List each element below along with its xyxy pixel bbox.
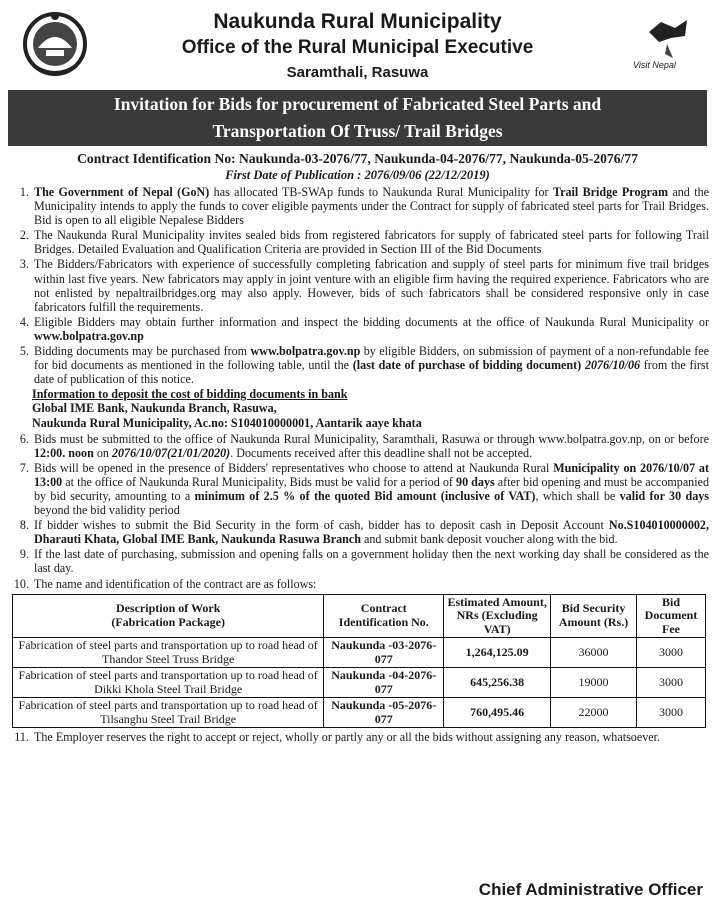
clause-2: 2. The Naukunda Rural Municipality invites sealed bids from registered fabricators for supply of fabricated steel parts for following Trail Bridges. Detailed Evaluation and Qualification Criteria are provided in Section III of the Bid Documents xyxy=(32,228,709,256)
municipality-title: Naukunda Rural Municipality xyxy=(213,10,502,33)
clause-3: 3. The Bidders/Fabricators with experience of successfully completing fabrication and supply of steel parts for minimum five trail bridges within last five years. New fabricators may apply in joint venture with an eligible firm having the required experience. Fabricators who are not enlisted by nepaltrailbridges.org may also apply. However, bids of such fabricators shall be considered responsive only in case fabricators fulfill the requirements. xyxy=(32,257,709,313)
row-estimated-amount: 645,256.38 xyxy=(444,668,551,698)
office-title: Office of the Rural Municipal Executive xyxy=(181,37,534,58)
row-contract-id: Naukunda -04-2076-077 xyxy=(324,668,444,698)
clause-4: 4. Eligible Bidders may obtain further information and inspect the bidding documents at the office of Naukunda Rural Municipality or www.bolpatra.gov.np xyxy=(32,315,709,343)
clause-list xyxy=(6,185,709,386)
row-bid-security: 22000 xyxy=(551,698,637,728)
row-estimated-amount: 760,495.46 xyxy=(444,698,551,728)
table-row xyxy=(13,698,706,728)
row-description: Fabrication of steel parts and transportation up to road head of Dikki Khola Steel Trail Bridge xyxy=(13,668,324,698)
clause-9: 9. If the last date of purchasing, submission and opening falls on a government holiday then the next working day shall be considered as the last day. xyxy=(32,547,709,575)
notice-banner xyxy=(8,90,707,146)
bank-info-line-2: Naukunda Rural Municipality, Ac.no: S104010000001, Aantarik aaye khata xyxy=(32,415,422,430)
notice-header xyxy=(6,4,709,90)
header-estimated-amount: Estimated Amount, NRs (Excluding VAT) xyxy=(444,594,551,638)
row-bid-security: 36000 xyxy=(551,638,637,668)
table-row xyxy=(13,668,706,698)
signature-block: Chief Administrative Officer xyxy=(478,880,703,899)
clause-5: 5. Bidding documents may be purchased from www.bolpatra.gov.np by eligible Bidders, on submission of payment of a non-refundable fee for bid documents as mentioned in the following table, until the (last date of purchase of bidding document) 2076/10/06 from the first date of publication of this notice. xyxy=(32,344,709,386)
notice-page xyxy=(6,4,709,904)
table-row xyxy=(13,638,706,668)
row-description: Fabrication of steel parts and transportation up to road head of Tilsanghu Steel Trail Bridge xyxy=(13,698,324,728)
clause-1: 1. The Government of Nepal (GoN) has allocated TB-SWAp funds to Naukunda Rural Municipality for Trail Bridge Program and the Municipality intends to apply the funds to cover eligible payments under the Contract for supply of fabricated steel parts for Trail Bridges. Bid is open to all eligible Nepalese Bidders xyxy=(32,185,709,227)
row-description: Fabrication of steel parts and transportation up to road head of Thandor Steel Truss Bridge xyxy=(13,638,324,668)
visit-nepal-logo xyxy=(631,14,701,74)
clause-6: 6. Bids must be submitted to the office of Naukunda Rural Municipality, Saramthali, Rasuwa or through www.bolpatra.gov.np, on or before 12:00. noon on 2076/10/07(21/01/2020). Documents received after this deadline shall not be accepted. xyxy=(32,432,709,460)
bank-info-title: Information to deposit the cost of bidding documents in bank xyxy=(32,387,348,402)
bank-info xyxy=(6,387,709,429)
clause-list-continued xyxy=(6,432,709,591)
row-contract-id: Naukunda -03-2076-077 xyxy=(324,638,444,668)
header-description: Description of Work (Fabrication Package) xyxy=(13,594,324,638)
row-bid-security: 19000 xyxy=(551,668,637,698)
header-contract-id: Contract Identification No. xyxy=(324,594,444,638)
clause-8: 8. If bidder wishes to submit the Bid Security in the form of cash, bidder has to deposit cash in Deposit Account No.S104010000002, Dharauti Khata, Global IME Bank, Naukunda Rasuwa Branch and submit bank deposit voucher along with the bid. xyxy=(32,518,709,546)
header-bid-security: Bid Security Amount (Rs.) xyxy=(551,594,637,638)
first-publication-date: First Date of Publication : 2076/09/06 (22/12/2019) xyxy=(225,168,490,182)
row-document-fee: 3000 xyxy=(637,698,706,728)
clause-list-final xyxy=(6,730,709,744)
contract-table xyxy=(12,594,706,729)
row-estimated-amount: 1,264,125.09 xyxy=(444,638,551,668)
clause-10: 10. The name and identification of the contract are as follows: xyxy=(32,577,709,591)
clause-11: 11. The Employer reserves the right to accept or reject, wholly or partly any or all the bids without assigning any reason, whatsoever. xyxy=(32,730,709,744)
clause-7: 7. Bids will be opened in the presence of Bidders' representatives who choose to attend at Naukunda Rural Municipality on 2076/10/07 at 13:00 at the office of Naukunda Rural Municipality, Bids must be valid for a period of 90 days after bid opening and must be accompanied by bid security, amounting to a minimum of 2.5 % of the quoted Bid amount (inclusive of VAT), which shall be valid for 30 days beyond the bid validity period xyxy=(32,461,709,517)
banner-line-1: Invitation for Bids for procurement of Fabricated Steel Parts and xyxy=(113,94,602,114)
row-contract-id: Naukunda -05-2076-077 xyxy=(324,698,444,728)
visit-nepal-logo-text: Visit Nepal xyxy=(633,60,676,70)
header-document-fee: Bid Document Fee xyxy=(637,594,706,638)
row-document-fee: 3000 xyxy=(637,638,706,668)
table-header-row xyxy=(13,594,706,638)
bank-info-line-1: Global IME Bank, Naukunda Branch, Rasuwa, xyxy=(32,401,277,416)
contract-identification: Contract Identification No: Naukunda-03-2076/77, Naukunda-04-2076/77, Naukunda-05-2076/77 xyxy=(77,151,638,166)
banner-line-2: Transportation Of Truss/ Trail Bridges xyxy=(212,121,503,141)
row-document-fee: 3000 xyxy=(637,668,706,698)
office-address: Saramthali, Rasuwa xyxy=(286,64,429,81)
